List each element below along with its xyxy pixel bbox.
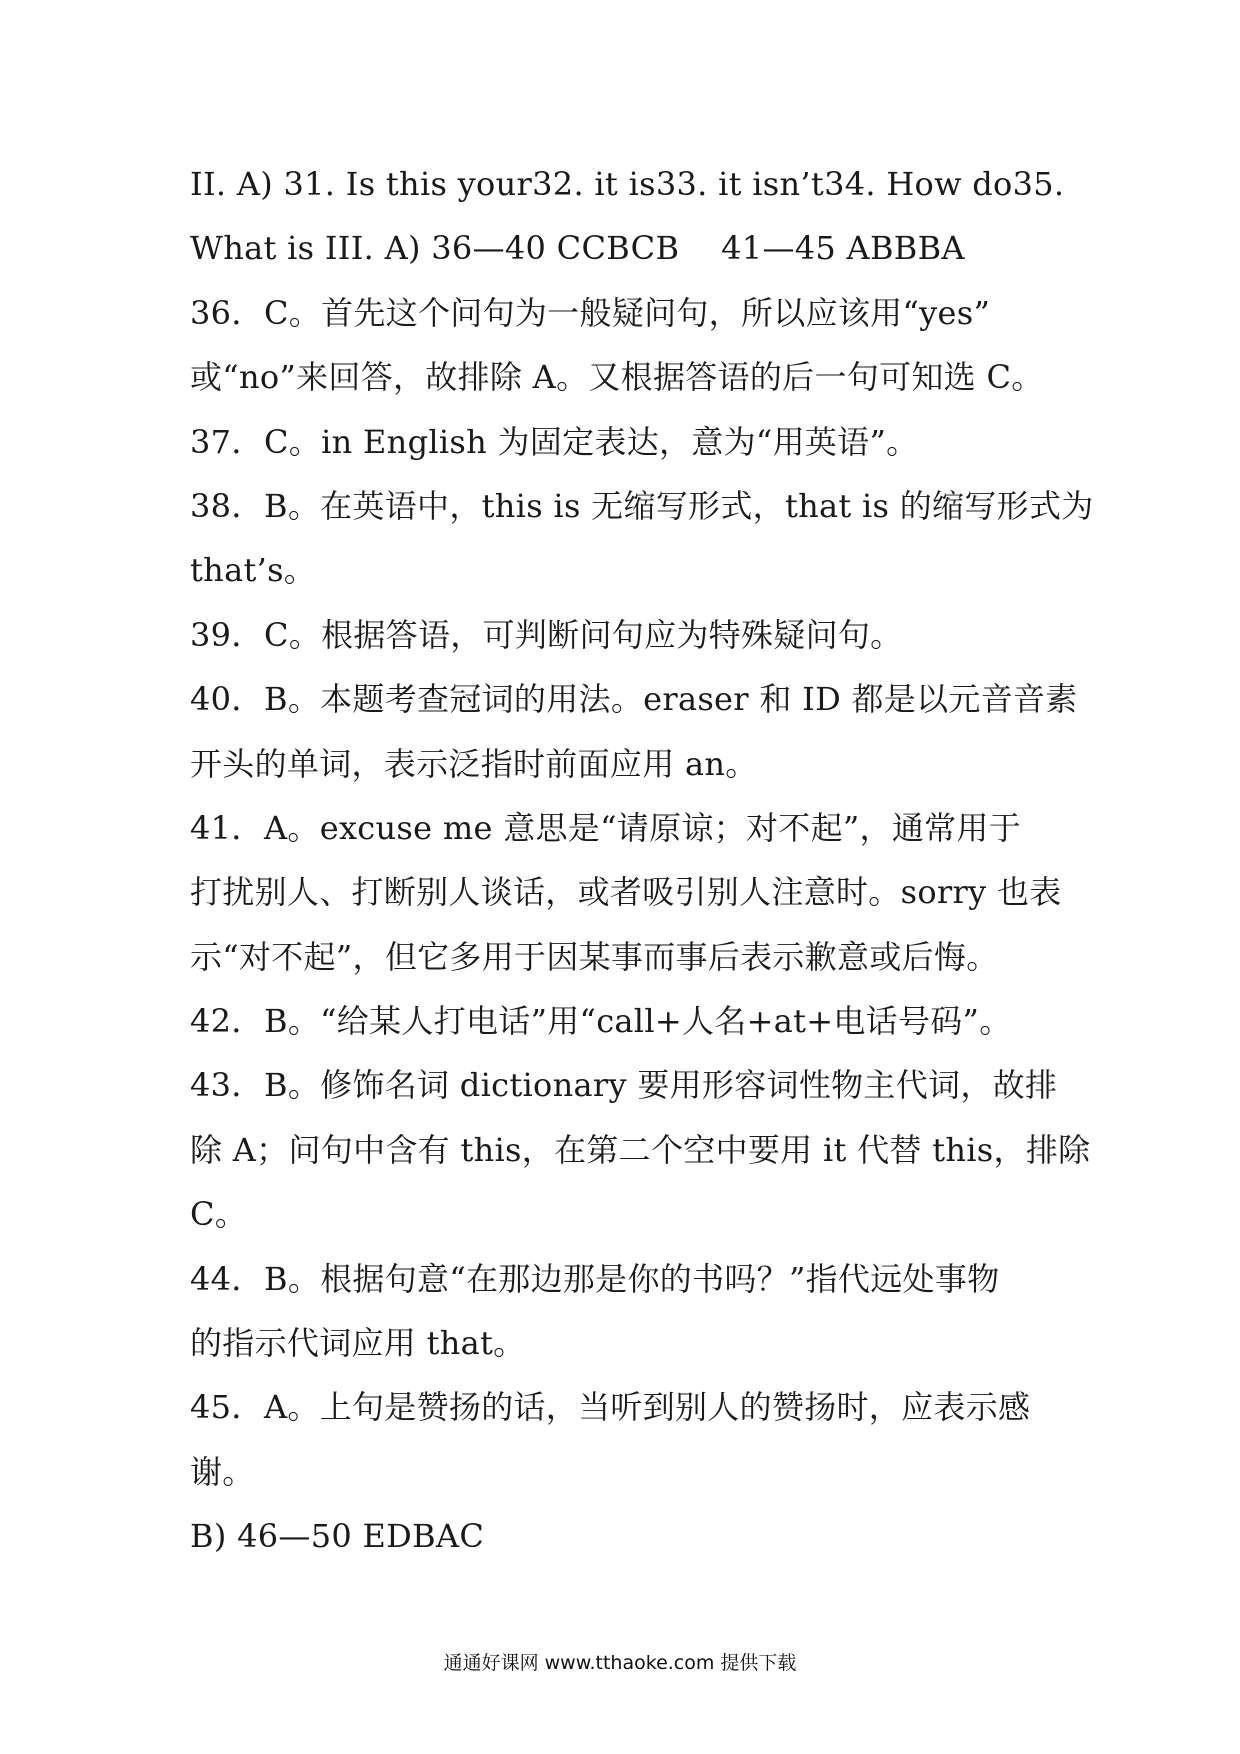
explanation: B。“给某人打电话”用“call+人名+at+电话号码”。 [264,1002,1012,1041]
text-line: 谢。 [190,1452,255,1491]
text-line [190,1375,1056,1439]
text-segment: 32. it is [532,165,656,203]
text-line [190,474,1094,538]
text-line [190,603,1056,667]
explanation: C。根据答语，可判断问句应为特殊疑问句。 [264,615,903,654]
text-line: 打扰别人、打断别人谈话，或者吸引别人注意时。sorry 也表 [190,873,1062,912]
explanation: B。本题考查冠词的用法。eraser 和 ID 都是以元音音素 [264,680,1078,719]
text-line: B) 46—50 EDBAC [190,1517,485,1556]
question-number: 40． [190,680,264,719]
explanation: C。in English 为固定表达，意为“用英语”。 [264,422,919,461]
explanation: B。修饰名词 dictionary 要用形容词性物主代词，故排 [264,1066,1058,1105]
question-number: 41． [190,808,264,847]
text-segment: 33. it isn’t [655,165,825,203]
answer-text [190,152,1094,1569]
text-line [190,1053,1056,1117]
question-number: 43． [190,1066,264,1105]
explanation: A。excuse me 意思是“请原谅；对不起”，通常用于 [264,808,1022,847]
text-line: 除 A；问句中含有 this，在第二个空中要用 it 代替 this，排除 [190,1130,1091,1169]
text-segment: 35. [1012,165,1065,203]
text-line: C。 [190,1195,248,1234]
question-number: 42． [190,1002,264,1041]
question-number: 39． [190,615,264,654]
text-line [190,667,1078,731]
question-number: 44． [190,1259,264,1298]
explanation: B。根据句意“在那边那是你的书吗？”指代远处事物 [264,1259,1000,1298]
text-segment: 34. How do [824,165,1013,203]
explanation: C。首先这个问句为一般疑问句，所以应该用“yes” [264,293,991,332]
question-number: 36． [190,293,264,332]
text-line [190,281,1056,345]
text-line [190,152,1065,216]
text-line [190,410,1056,474]
text-segment: II. A) 31. Is this your [190,165,533,203]
text-line: 的指示代词应用 that。 [190,1324,526,1363]
text-line: 或“no”来回答，故排除 A。又根据答语的后一句可知选 C。 [190,358,1044,397]
text-line: that’s。 [190,551,317,590]
question-number: 37． [190,422,264,461]
explanation: B。在英语中，this is 无缩写形式，that is 的缩写形式为 [264,486,1094,525]
question-number: 45． [190,1388,264,1427]
text-line: 开头的单词，表示泛指时前面应用 an。 [190,744,758,783]
page-footer: 通通好课网 www.tthaoke.com 提供下载 [443,1652,797,1674]
explanation: A。上句是赞扬的话，当听到别人的赞扬时，应表示感 [264,1388,1031,1427]
question-number: 38． [190,486,264,525]
text-line: 示“对不起”，但它多用于因某事而事后表示歉意或后悔。 [190,937,999,976]
text-line: What is III. A) 36—40 CCBCB 41—45 ABBBA [190,229,965,268]
text-line [190,796,1056,860]
text-line [190,989,1056,1053]
text-line [190,1247,1056,1311]
